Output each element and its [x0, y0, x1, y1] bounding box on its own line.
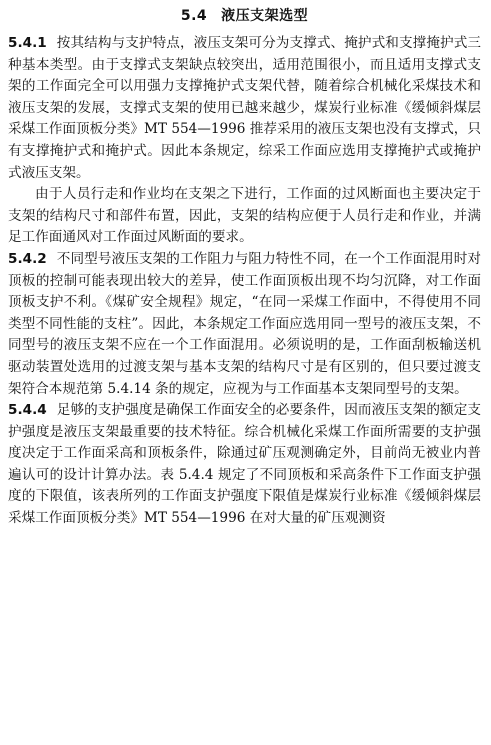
section-number: 5.4: [180, 8, 208, 24]
paragraph-text: 不同型号液压支架的工作阻力与阻力特性不同，在一个工作面混用时对顶板的控制可能表现出较大的差异，使工作面顶板出现不均匀沉降，对工作面顶板支护不利。《煤矿安全规程》规定，“在同一采煤工作面中，不得使用不同类型不同性能的支柱”。因此，本条规定工作面应选用同一型号的液压支架，不同型号的液压支架不应在一个工作面混用。必须说明的是，工作面刮板输送机驱动装置处选用的过渡支架与基本支架的结构尺寸是有区别的，但只要过渡支架符合本规范第 5.4.14 条的规定，应视为与工作面基本支架同型号的支架。: [8, 250, 481, 397]
paragraph-text: 由于人员行走和作业均在支架之下进行，工作面的过风断面也主要决定于支架的结构尺寸和部件布置，因此，支架的结构应便于人员行走和作业，并满足工作面通风对工作面过风断面的要求。: [8, 186, 481, 246]
body-paragraph: [8, 184, 481, 249]
clause-paragraph: [8, 249, 481, 400]
clause-number: 5.4.4: [8, 402, 47, 419]
clause-number: 5.4.1: [8, 35, 47, 51]
clause-number: 5.4.2: [8, 250, 47, 267]
paragraph-text: 按其结构与支护特点，液压支架可分为支撑式、掩护式和支撑掩护式三种基本类型。由于支撑式支架缺点较突出，适用范围很小，而且适用支撑式支架的工作面完全可以用强力支撑掩护式支架代替，随着综合机械化采煤技术和液压支架的发展，支撑式支架的使用已越来越少，煤炭行业标准《缓倾斜煤层采煤工作面顶板分类》MT 554—1996 推荐采用的液压支架也没有支撑式，只有支撑掩护式和掩护式。因此本条规定，综采工作面应选用支撑掩护式或掩护式液压支架。: [8, 35, 481, 181]
paragraph-text: 足够的支护强度是确保工作面安全的必要条件，因而液压支架的额定支护强度是液压支架最重要的技术特征。综合机械化采煤工作面所需要的支护强度决定于工作面采高和顶板条件，除通过矿压观测确定外，目前尚无被业内普遍认可的设计计算办法。表 5.4.4 规定了不同顶板和采高条件下工作面支护强度的下限值，该表所列的工作面支护强度下限值是煤炭行业标准《缓倾斜煤层采煤工作面顶板分类》MT 554—1996 在对大量的矿压观测资: [8, 402, 481, 527]
section-title: 液压支架选型: [221, 8, 309, 24]
clause-paragraph: [8, 33, 481, 184]
section-heading: [8, 6, 481, 26]
clause-paragraph: [8, 400, 481, 530]
